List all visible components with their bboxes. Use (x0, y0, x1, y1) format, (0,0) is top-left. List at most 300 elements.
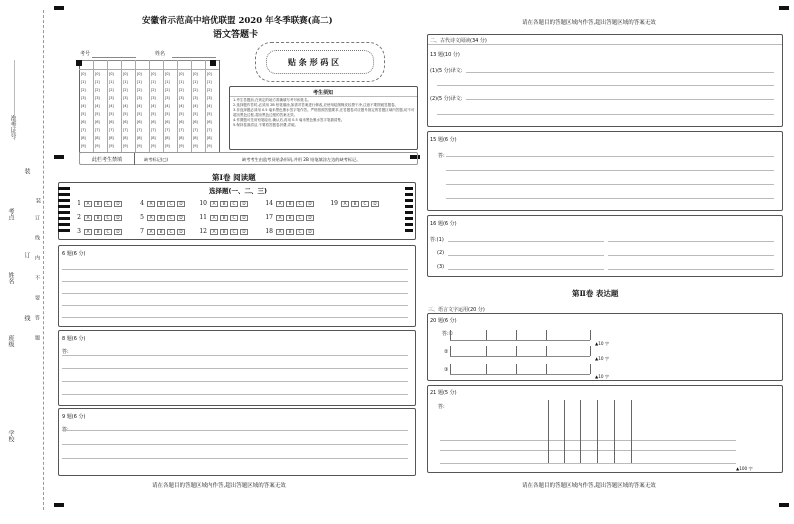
digit-bubble[interactable]: [5] (179, 112, 184, 116)
section3-title: 第Ⅱ卷 表达题 (572, 289, 619, 298)
option-bubble[interactable]: D (240, 201, 248, 207)
q20-row3-suffix: ▲10 字 (595, 374, 610, 379)
q20-row2-label: ② (444, 349, 449, 355)
digit-bubble[interactable]: [1] (179, 80, 184, 84)
digit-bubble[interactable]: [7] (123, 128, 128, 132)
digit-bubble[interactable]: [4] (207, 104, 212, 108)
digit-bubble[interactable]: [2] (123, 88, 128, 92)
side-label-xian: 线 (23, 315, 30, 321)
option-bubble[interactable]: C (230, 201, 238, 207)
q20-row1-label: 答:① (442, 331, 454, 337)
digit-bubble[interactable]: [2] (165, 88, 170, 92)
q15-box (427, 131, 783, 211)
q16-line2-label: (2) (437, 250, 445, 256)
option-bubble[interactable]: A (147, 215, 155, 221)
q16-line3-label: (3) (437, 264, 445, 270)
q21-box (427, 385, 783, 473)
inner-side-yao: 要 (34, 295, 40, 300)
question-number: 14 (265, 200, 273, 207)
q20-cell-divider (590, 330, 591, 340)
digit-bubble[interactable]: [3] (151, 96, 156, 100)
q15-line (446, 184, 774, 185)
q8-line (62, 355, 408, 356)
q6-box (58, 245, 416, 327)
question-number: 5 (140, 214, 144, 221)
inner-side-nei: 内 (34, 255, 40, 260)
option-bubble[interactable]: C (296, 215, 304, 221)
xingming-underline (172, 57, 216, 58)
digit-bubble[interactable]: [3] (207, 96, 212, 100)
digit-bubble[interactable]: [6] (95, 120, 100, 124)
q21c-line (440, 463, 736, 464)
q6-line (62, 293, 408, 294)
digit-bubble[interactable]: [1] (165, 80, 170, 84)
question-number: 4 (140, 200, 144, 207)
digit-bubble[interactable]: [7] (137, 128, 142, 132)
option-bubble[interactable]: B (220, 215, 228, 221)
grid-col-divider (163, 60, 164, 152)
option-bubble[interactable]: B (220, 201, 228, 207)
digit-bubble[interactable]: [0] (151, 72, 156, 76)
option-bubble[interactable]: C (296, 229, 304, 235)
q16d-line (608, 255, 774, 256)
q9-line (62, 444, 408, 445)
digit-bubble[interactable]: [5] (207, 112, 212, 116)
q13-part1: (1)(5 分)译文: (430, 68, 463, 74)
digit-bubble[interactable]: [0] (165, 72, 170, 76)
q20-row2-suffix: ▲10 字 (595, 356, 610, 361)
digit-bubble[interactable]: [3] (193, 96, 198, 100)
digit-bubble[interactable]: [2] (81, 88, 86, 92)
q20-row3-label: ③ (444, 367, 449, 373)
q21b-line (440, 450, 736, 451)
option-bubble[interactable]: A (147, 201, 155, 207)
choice-title: 选择题(一、二、三) (209, 187, 267, 195)
option-bubble[interactable]: C (361, 201, 369, 207)
q20-cell-divider (590, 346, 591, 356)
digit-bubble[interactable]: [9] (193, 144, 198, 148)
digit-bubble[interactable]: [9] (207, 144, 212, 148)
timing-mark (58, 205, 70, 208)
q16e-line (448, 269, 604, 270)
grid-marker-left (76, 60, 82, 66)
digit-bubble[interactable]: [3] (95, 96, 100, 100)
digit-bubble[interactable]: [8] (207, 136, 212, 140)
digit-bubble[interactable]: [7] (193, 128, 198, 132)
notes-list (233, 98, 416, 128)
digit-bubble[interactable]: [4] (165, 104, 170, 108)
digit-bubble[interactable]: [4] (179, 104, 184, 108)
question-number: 3 (77, 228, 81, 235)
option-bubble[interactable]: C (167, 201, 175, 207)
digit-bubble[interactable]: [5] (137, 112, 142, 116)
option-bubble[interactable]: B (157, 201, 165, 207)
digit-bubble[interactable]: [4] (95, 104, 100, 108)
digit-bubble[interactable]: [5] (193, 112, 198, 116)
q6-line (62, 269, 408, 270)
grid-border-right (219, 60, 220, 152)
option-bubble[interactable]: A (210, 215, 218, 221)
q6-line (62, 281, 408, 282)
digit-bubble[interactable]: [2] (109, 88, 114, 92)
timing-mark (405, 223, 413, 226)
q20-cell-divider (450, 364, 451, 374)
option-bubble[interactable]: B (94, 201, 102, 207)
choice-question (327, 200, 379, 207)
option-bubble[interactable]: D (306, 215, 314, 221)
choice-question (70, 214, 122, 221)
choice-question (196, 214, 248, 221)
q21-label: 21 题(5 分) (430, 390, 457, 396)
choice-question (133, 228, 185, 235)
q20-cell-divider (486, 346, 487, 356)
q13c-line (466, 99, 774, 100)
digit-bubble[interactable]: [3] (179, 96, 184, 100)
digit-bubble[interactable]: [1] (193, 80, 198, 84)
right-header: 请在各题目的答题区域内作答,超出答题区域的答案无效 (522, 20, 656, 26)
option-bubble[interactable]: A (84, 201, 92, 207)
note-2: 2.选择题作答时,必须用 2B 铅笔填涂,如需对答案进行修改,应使用绘图橡皮轻擦干净,注意不要擦破答题卷。 (233, 103, 399, 108)
choice-question (196, 228, 248, 235)
option-bubble[interactable]: A (276, 229, 284, 235)
corner-marker-br (779, 503, 789, 507)
digit-bubble[interactable]: [6] (123, 120, 128, 124)
digit-bubble[interactable]: [1] (137, 80, 142, 84)
q13b-line (437, 85, 774, 86)
option-bubble[interactable]: A (147, 229, 155, 235)
digit-bubble[interactable]: [7] (207, 128, 212, 132)
digit-bubble[interactable]: [5] (109, 112, 114, 116)
grid-col-divider (205, 60, 206, 152)
inner-side-da: 答 (34, 315, 40, 320)
timing-mark (405, 187, 413, 190)
q20-box (427, 313, 783, 381)
option-bubble[interactable]: D (177, 229, 185, 235)
q16-box (427, 215, 783, 277)
notes-title-line (230, 96, 417, 97)
question-number: 18 (265, 228, 273, 235)
digit-bubble[interactable]: [9] (151, 144, 156, 148)
grid-col-divider (121, 60, 122, 152)
q21-grid-divider (580, 400, 581, 463)
inner-side-bu: 不 (34, 275, 40, 280)
digit-bubble[interactable]: [4] (109, 104, 114, 108)
q15-line (446, 170, 774, 171)
digit-bubble[interactable]: [8] (151, 136, 156, 140)
digit-bubble[interactable]: [8] (137, 136, 142, 140)
digit-bubble[interactable]: [5] (81, 112, 86, 116)
question-number: 2 (77, 214, 81, 221)
q9-line (62, 430, 408, 431)
digit-bubble[interactable]: [4] (193, 104, 198, 108)
option-bubble[interactable]: A (341, 201, 349, 207)
option-bubble[interactable]: D (114, 215, 122, 221)
timing-mark (405, 205, 413, 208)
timing-mark (405, 199, 413, 202)
digit-bubble[interactable]: [9] (165, 144, 170, 148)
option-bubble[interactable]: C (230, 229, 238, 235)
option-bubble[interactable]: C (296, 201, 304, 207)
q15-line (446, 156, 774, 157)
choice-question (70, 228, 122, 235)
option-bubble[interactable]: C (104, 201, 112, 207)
digit-bubble[interactable]: [2] (193, 88, 198, 92)
digit-bubble[interactable]: [0] (123, 72, 128, 76)
digit-bubble[interactable]: [0] (207, 72, 212, 76)
option-bubble[interactable]: A (210, 201, 218, 207)
digit-bubble[interactable]: [0] (179, 72, 184, 76)
option-bubble[interactable]: B (220, 229, 228, 235)
digit-bubble[interactable]: [4] (123, 104, 128, 108)
question-number: 10 (199, 200, 207, 207)
digit-bubble[interactable]: [7] (179, 128, 184, 132)
digit-bubble[interactable]: [7] (151, 128, 156, 132)
option-bubble[interactable]: B (157, 215, 165, 221)
option-bubble[interactable]: D (371, 201, 379, 207)
option-bubble[interactable]: A (84, 215, 92, 221)
q21-suffix: ▲100 字 (736, 466, 753, 471)
section1-title: 第Ⅰ卷 阅读题 (212, 173, 256, 182)
grid-col-divider (135, 60, 136, 152)
digit-bubble[interactable]: [6] (151, 120, 156, 124)
q15-line (446, 198, 774, 199)
digit-bubble[interactable]: [0] (95, 72, 100, 76)
digit-bubble[interactable]: [4] (137, 104, 142, 108)
option-bubble[interactable]: D (114, 201, 122, 207)
option-bubble[interactable]: C (167, 229, 175, 235)
q6-label: 6 题(6 分) (62, 251, 86, 257)
choice-question (133, 200, 185, 207)
digit-bubble[interactable]: [7] (109, 128, 114, 132)
choice-question (262, 214, 314, 221)
grid-col-divider (177, 60, 178, 152)
timing-mark (58, 187, 70, 190)
question-number: 11 (199, 214, 207, 221)
absent-label: 此栏考生禁填 (92, 157, 123, 163)
digit-bubble[interactable]: [6] (137, 120, 142, 124)
digit-bubble[interactable]: [0] (137, 72, 142, 76)
kaohao-grid (79, 60, 219, 152)
option-bubble[interactable]: C (167, 215, 175, 221)
option-bubble[interactable]: A (276, 215, 284, 221)
side-label-xingming: 姓名 (7, 272, 14, 284)
option-bubble[interactable]: B (157, 229, 165, 235)
digit-bubble[interactable]: [1] (81, 80, 86, 84)
option-bubble[interactable]: B (286, 229, 294, 235)
digit-bubble[interactable]: [2] (95, 88, 100, 92)
digit-bubble[interactable]: [9] (109, 144, 114, 148)
corner-marker-tr (779, 6, 789, 10)
exam-title: 安徽省示范高中培优联盟 2020 年冬季联赛(高二) (142, 16, 333, 26)
option-bubble[interactable]: A (210, 229, 218, 235)
note-5: 5.保持卷面清洁,不要将答题卷折叠,弄破。 (233, 123, 299, 128)
option-bubble[interactable]: D (114, 229, 122, 235)
q20-cell-divider (450, 346, 451, 356)
digit-bubble[interactable]: [2] (151, 88, 156, 92)
digit-bubble[interactable]: [8] (109, 136, 114, 140)
digit-bubble[interactable]: [6] (109, 120, 114, 124)
option-bubble[interactable]: B (286, 201, 294, 207)
grid-marker-right (210, 60, 216, 66)
choice-question (262, 200, 314, 207)
digit-bubble[interactable]: [1] (151, 80, 156, 84)
digit-bubble[interactable]: [8] (95, 136, 100, 140)
digit-bubble[interactable]: [2] (207, 88, 212, 92)
note-1: 1.考生答题前,在规定的地方准确填写考号和姓名。 (233, 98, 311, 102)
digit-bubble[interactable]: [6] (81, 120, 86, 124)
q8-line (62, 368, 408, 369)
digit-bubble[interactable]: [5] (165, 112, 170, 116)
q16f-line (608, 269, 774, 270)
q21a-line (440, 440, 736, 441)
digit-bubble[interactable]: [1] (123, 80, 128, 84)
q20-cell-divider (516, 330, 517, 340)
timing-mark (58, 211, 70, 214)
digit-bubble[interactable]: [2] (137, 88, 142, 92)
q20-label: 20 题(6 分) (430, 318, 457, 324)
q20-cell-divider (516, 364, 517, 374)
timing-mark (405, 211, 413, 214)
option-bubble[interactable]: A (84, 229, 92, 235)
side-label-zhuang: 装 (23, 168, 30, 174)
digit-bubble[interactable]: [8] (193, 136, 198, 140)
digit-bubble[interactable]: [8] (123, 136, 128, 140)
q20-row-line (450, 356, 590, 357)
option-bubble[interactable]: D (306, 229, 314, 235)
absent-mark[interactable]: 缺考标记(□) (144, 157, 168, 162)
question-number: 7 (140, 228, 144, 235)
barcode-area (255, 42, 385, 82)
grid-header-line (79, 69, 219, 70)
q20-cell-divider (546, 346, 547, 356)
grid-col-divider (191, 60, 192, 152)
side-label-kaodian: 考点 (7, 208, 14, 220)
q13d-line (437, 114, 774, 115)
digit-bubble[interactable]: [8] (81, 136, 86, 140)
q8-line (62, 381, 408, 382)
digit-bubble[interactable]: [4] (81, 104, 86, 108)
option-bubble[interactable]: D (177, 201, 185, 207)
option-bubble[interactable]: D (240, 215, 248, 221)
q16c-line (448, 255, 604, 256)
q20-row1-suffix: ▲10 字 (595, 341, 610, 346)
corner-marker-tl (54, 6, 64, 10)
digit-bubble[interactable]: [7] (95, 128, 100, 132)
digit-bubble[interactable]: [9] (95, 144, 100, 148)
option-bubble[interactable]: B (94, 229, 102, 235)
q20-cell-divider (546, 330, 547, 340)
digit-bubble[interactable]: [7] (81, 128, 86, 132)
q8-label: 8 题(6 分) (62, 336, 86, 342)
digit-bubble[interactable]: [6] (165, 120, 170, 124)
digit-bubble[interactable]: [6] (193, 120, 198, 124)
q8-answer-label: 答: (62, 349, 69, 355)
digit-bubble[interactable]: [6] (179, 120, 184, 124)
note-4: 4.作图题可先用铅笔绘出,确认后,再用 0.5 毫米黑色墨水签字笔描清楚。 (233, 118, 345, 123)
option-bubble[interactable]: C (230, 215, 238, 221)
digit-bubble[interactable]: [3] (165, 96, 170, 100)
option-bubble[interactable]: B (351, 201, 359, 207)
digit-bubble[interactable]: [4] (151, 104, 156, 108)
question-number: 1 (77, 200, 81, 207)
digit-bubble[interactable]: [3] (109, 96, 114, 100)
q6-line (62, 317, 408, 318)
q20-cell-divider (486, 364, 487, 374)
choice-question (262, 228, 314, 235)
option-bubble[interactable]: B (94, 215, 102, 221)
kaohao-label: 考号 (80, 51, 91, 57)
q15-label: 15 题(6 分) (430, 137, 457, 143)
digit-bubble[interactable]: [9] (137, 144, 142, 148)
digit-bubble[interactable]: [3] (137, 96, 142, 100)
digit-bubble[interactable]: [5] (123, 112, 128, 116)
binding-dashed-line (43, 10, 44, 510)
side-label-xuexiao: 学校 (7, 430, 14, 442)
side-label-kaohao: 准考证号 (9, 115, 16, 139)
option-bubble[interactable]: D (177, 215, 185, 221)
q13-part2: (2)(5 分)译文: (430, 96, 463, 102)
digit-bubble[interactable]: [8] (179, 136, 184, 140)
digit-bubble[interactable]: [2] (179, 88, 184, 92)
option-bubble[interactable]: A (276, 201, 284, 207)
digit-bubble[interactable]: [9] (81, 144, 86, 148)
option-bubble[interactable]: D (306, 201, 314, 207)
digit-bubble[interactable]: [9] (179, 144, 184, 148)
digit-bubble[interactable]: [8] (165, 136, 170, 140)
q20-cell-divider (450, 330, 451, 340)
digit-bubble[interactable]: [0] (193, 72, 198, 76)
grid-border-left (79, 60, 80, 152)
q6-line (62, 305, 408, 306)
q20-cell-divider (486, 330, 487, 340)
digit-bubble[interactable]: [9] (123, 144, 128, 148)
inner-side-xian: 线 (34, 235, 40, 240)
timing-mark (405, 217, 413, 220)
digit-bubble[interactable]: [5] (151, 112, 156, 116)
digit-bubble[interactable]: [7] (165, 128, 170, 132)
q16-line1-label: 答:(1) (430, 237, 444, 243)
corner-marker-bl (54, 503, 64, 507)
q9-answer-label: 答: (62, 427, 69, 433)
digit-bubble[interactable]: [1] (95, 80, 100, 84)
option-bubble[interactable]: D (240, 229, 248, 235)
timing-mark (58, 229, 70, 232)
digit-bubble[interactable]: [3] (123, 96, 128, 100)
digit-bubble[interactable]: [0] (81, 72, 86, 76)
answer-sheet-title: 语文答题卡 (213, 30, 259, 40)
section2-line (428, 44, 782, 45)
timing-mark (58, 193, 70, 196)
timing-mark (58, 223, 70, 226)
digit-bubble[interactable]: [1] (109, 80, 114, 84)
digit-bubble[interactable]: [6] (207, 120, 212, 124)
option-bubble[interactable]: B (286, 215, 294, 221)
choice-question (133, 214, 185, 221)
digit-bubble[interactable]: [3] (81, 96, 86, 100)
digit-bubble[interactable]: [1] (207, 80, 212, 84)
q20-cell-divider (546, 364, 547, 374)
mid-marker-1 (54, 155, 64, 159)
question-number: 19 (330, 200, 338, 207)
option-bubble[interactable]: C (104, 215, 112, 221)
q20-row-line (450, 340, 590, 341)
q16b-line (608, 241, 774, 242)
inner-side-text: 装 (35, 198, 41, 203)
digit-bubble[interactable]: [5] (95, 112, 100, 116)
option-bubble[interactable]: C (104, 229, 112, 235)
digit-bubble[interactable]: [0] (109, 72, 114, 76)
q21-grid-divider (631, 400, 632, 463)
